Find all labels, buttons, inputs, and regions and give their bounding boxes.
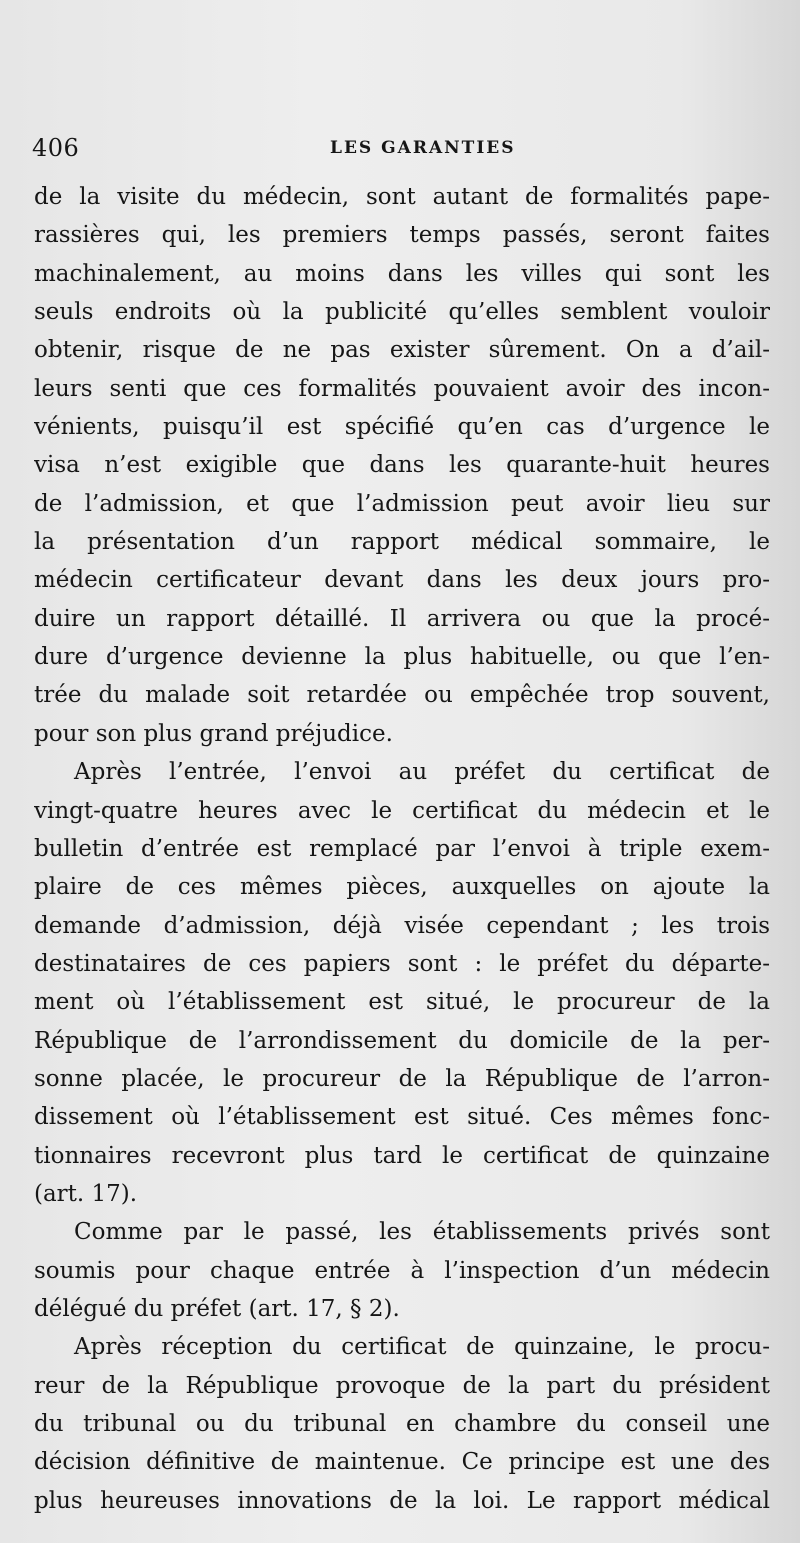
text-line: plus heureuses innovations de la loi. Le rapport médical bbox=[34, 1487, 770, 1514]
text-line: demande d’admission, déjà visée cependant ; les trois bbox=[34, 912, 770, 939]
text-line: vénients, puisqu’il est spécifié qu’en cas d’urgence le bbox=[34, 414, 770, 441]
text-line: République de l’arrondissement du domicile de la per- bbox=[34, 1027, 770, 1054]
body-text bbox=[34, 178, 770, 1520]
text-line: du tribunal ou du tribunal en chambre du conseil une bbox=[34, 1411, 770, 1437]
text-line: visa n’est exigible que dans les quarante-huit heures bbox=[34, 452, 770, 479]
page-header bbox=[32, 130, 772, 166]
text-line: décision définitive de maintenue. Ce principe est une des bbox=[34, 1449, 770, 1476]
text-line: machinalement, au moins dans les villes qui sont les bbox=[34, 260, 770, 287]
text-line: la présentation d’un rapport médical sommaire, le bbox=[34, 529, 770, 556]
text-line: bulletin d’entrée est remplacé par l’envoi à triple exem- bbox=[34, 835, 770, 862]
text-line: Après l’entrée, l’envoi au préfet du certificat de bbox=[74, 759, 770, 786]
text-line: dissement où l’établissement est situé. Ces mêmes fonc- bbox=[34, 1104, 770, 1131]
text-line: de l’admission, et que l’admission peut avoir lieu sur bbox=[34, 490, 770, 517]
text-line: obtenir, risque de ne pas exister sûrement. On a d’ail- bbox=[34, 337, 770, 364]
text-line: soumis pour chaque entrée à l’inspection d’un médecin bbox=[34, 1257, 770, 1284]
text-line: médecin certificateur devant dans les deux jours pro- bbox=[34, 567, 770, 594]
text-line: destinataires de ces papiers sont : le préfet du départe- bbox=[34, 950, 770, 977]
running-title: LES GARANTIES bbox=[330, 138, 516, 158]
text-line: délégué du préfet (art. 17, § 2). bbox=[34, 1295, 400, 1322]
text-line: leurs senti que ces formalités pouvaient avoir des incon- bbox=[34, 375, 770, 402]
text-line: ment où l’établissement est situé, le procureur de la bbox=[34, 989, 770, 1016]
text-line: plaire de ces mêmes pièces, auxquelles on ajoute la bbox=[34, 874, 770, 901]
text-line: reur de la République provoque de la part du président bbox=[34, 1372, 770, 1399]
text-line: dure d’urgence devienne la plus habituelle, ou que l’en- bbox=[34, 644, 770, 671]
text-line: Après réception du certificat de quinzaine, le procu- bbox=[74, 1334, 770, 1361]
page-number: 406 bbox=[32, 134, 80, 162]
text-line: sonne placée, le procureur de la République de l’arron- bbox=[34, 1065, 770, 1092]
text-line: Comme par le passé, les établissements privés sont bbox=[74, 1219, 770, 1246]
text-line: vingt-quatre heures avec le certificat du médecin et le bbox=[34, 797, 770, 824]
text-line: (art. 17). bbox=[34, 1180, 138, 1207]
text-line: pour son plus grand préjudice. bbox=[34, 720, 393, 747]
text-line: tionnaires recevront plus tard le certificat de quinzaine bbox=[34, 1142, 770, 1169]
text-line: duire un rapport détaillé. Il arrivera ou que la procé- bbox=[34, 605, 770, 632]
text-line: de la visite du médecin, sont autant de formalités pape- bbox=[34, 184, 770, 210]
text-line: trée du malade soit retardée ou empêchée trop souvent, bbox=[34, 682, 770, 709]
text-line: rassières qui, les premiers temps passés, seront faites bbox=[34, 222, 770, 249]
text-line: seuls endroits où la publicité qu’elles semblent vouloir bbox=[34, 299, 770, 326]
